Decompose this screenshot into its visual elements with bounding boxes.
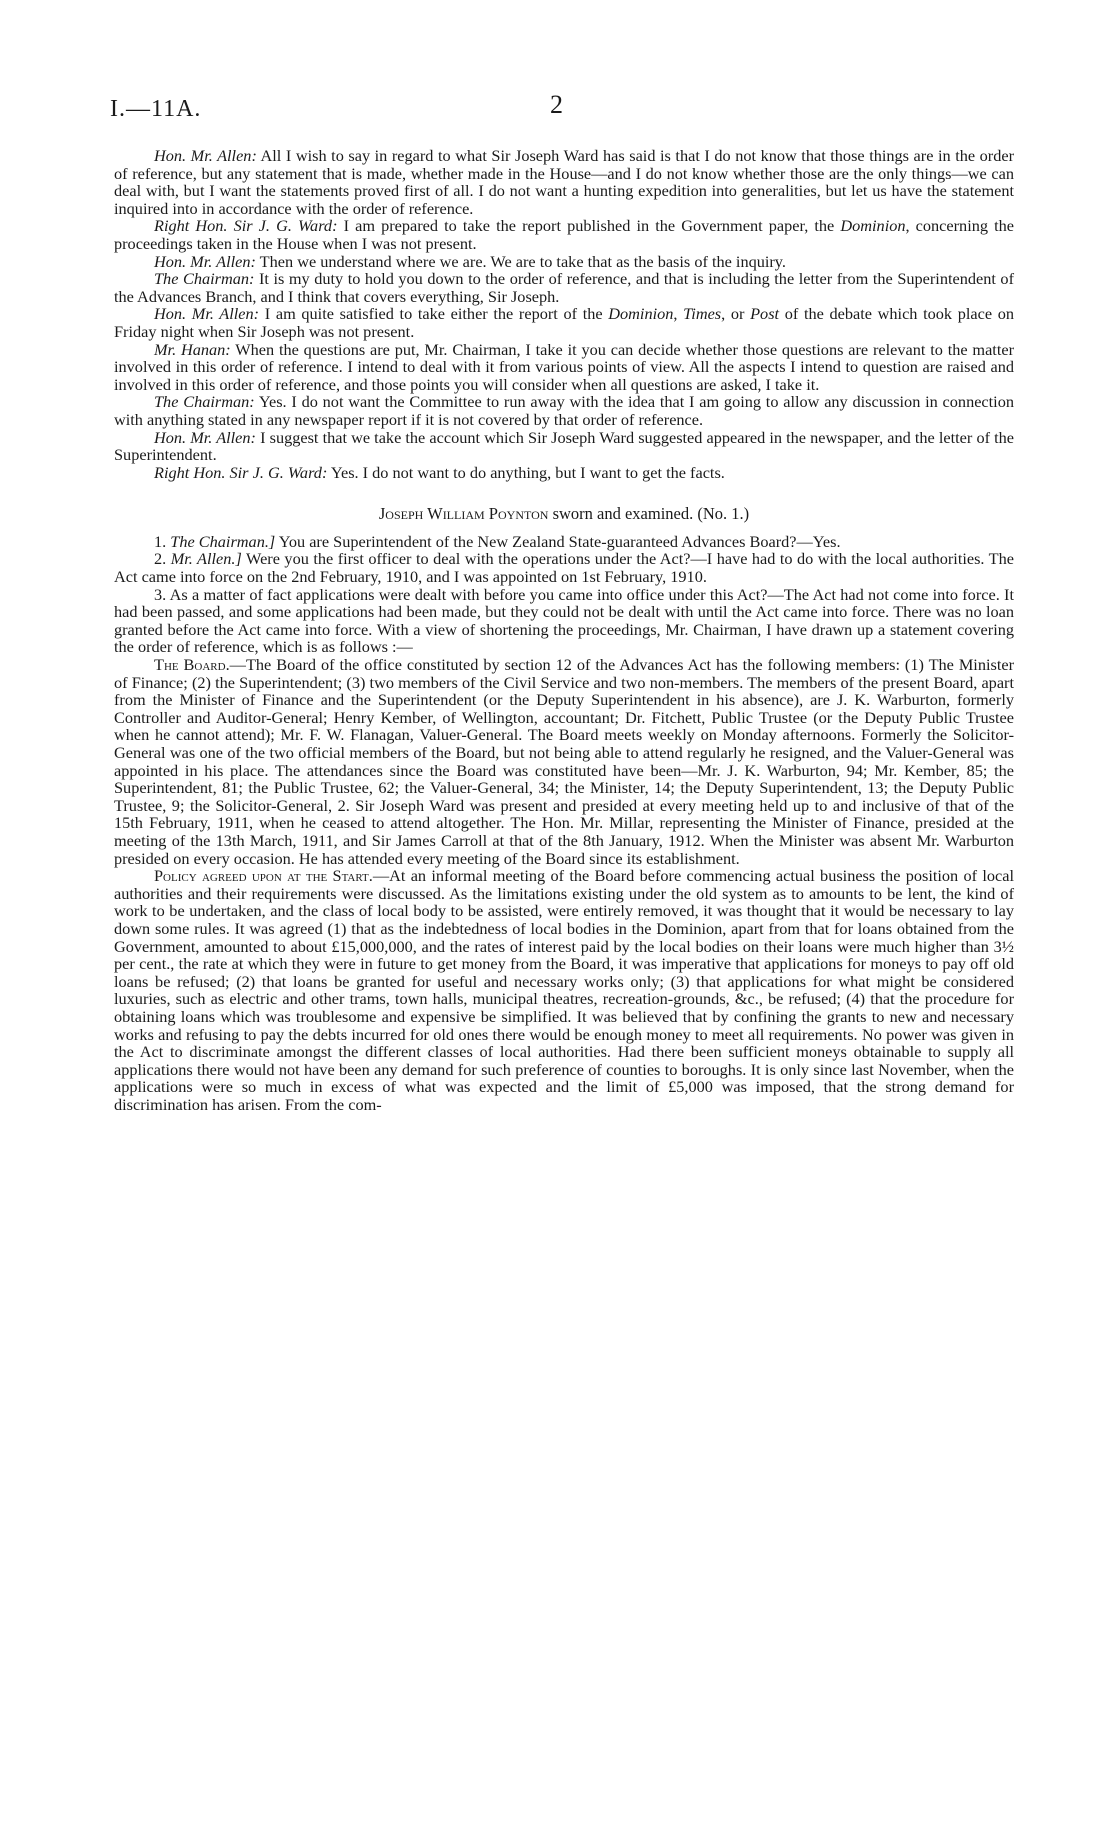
speaker-name: Right Hon. Sir J. G. Ward: xyxy=(154,462,328,482)
question-number: 3. xyxy=(154,584,167,604)
witness-heading xyxy=(114,505,1014,523)
newspaper-title: Dominion xyxy=(608,304,674,324)
speaker-name: The Chairman: xyxy=(154,269,255,289)
witness-name: Joseph William Poynton xyxy=(378,504,549,524)
dialogue-text: Yes. I do not want to do anything, but I want to get the facts. xyxy=(327,462,725,482)
dialogue-text: Yes. I do not want the Committee to run away with the idea that I am going to allow any discussion in connection with anything stated in any newspaper report if it is not covered by that order of reference. xyxy=(114,392,1014,429)
dialogue-paragraph xyxy=(114,147,1014,217)
section-text: —At an informal meeting of the Board before commencing actual business the position of local authorities and their requirements were discussed. As the limitations existing under the old system as to amounts to be lent, the kind of work to be undertaken, and the class of local body to be assisted, were entirely removed, it was thought that it would be necessary to lay down some rules. It was agreed (1) that as the indebtedness of local bodies in the Dominion, apart from that for loans obtained from the Government, amounted to about £15,000,000, and the rates of interest paid by the local bodies on their loans were much higher than 3½ per cent., the rate at which they were in future to get money from the Board, it was imperative that applications for moneys to pay off old loans be refused; (2) that loans be granted for useful and necessary works only; (3) that applications for what might be considered luxuries, such as electric and other trams, town halls, municipal theatres, recreation-grounds, &c., be refused; (4) that the procedure for obtaining loans which was troublesome and expensive be simplified. It was believed that by confining the grants to new and necessary works and refusing to pay the debts incurred for old ones there would be enough money to meet all requirements. No power was given in the Act to discriminate amongst the different classes of local authorities. Had there been sufficient moneys obtainable to supply all applications there would not have been any demand for such preference of counties to boroughs. It is only since last November, when the applications were so much in excess of what was expected and the limit of £5,000 was imposed, that the strong demand for discrimination has arisen. From the com- xyxy=(114,866,1014,1114)
speaker-name: Hon. Mr. Allen: xyxy=(154,427,256,447)
dialogue-paragraph xyxy=(114,393,1014,428)
dialogue-text: I am prepared to take the report published in the Government paper, the xyxy=(337,216,841,236)
speaker-name: Right Hon. Sir J. G. Ward: xyxy=(154,216,338,236)
question-paragraph xyxy=(114,533,1014,551)
dialogue-text: , concerning the proceedings taken in the House when I was not present. xyxy=(114,216,1014,253)
dialogue-paragraph xyxy=(114,429,1014,464)
dialogue-text: I am quite satisfied to take either the report of the xyxy=(259,304,609,324)
section-paragraph xyxy=(114,656,1014,867)
dialogue-paragraph xyxy=(114,341,1014,394)
dialogue-paragraph xyxy=(114,305,1014,340)
question-text: Were you the first officer to deal with the operations under the Act?—I have had to do with the local authorities. The Act came into force on the 2nd February, 1910, and I was appointed on 1st February, 1910. xyxy=(114,549,1014,587)
newspaper-title: Times xyxy=(683,304,722,324)
dialogue-paragraph xyxy=(114,464,1014,482)
questioner-name: Mr. Allen.] xyxy=(170,549,242,569)
section-text: —The Board of the office constituted by section 12 of the Advances Act has the following members: (1) The Minister of Finance; (2) the Superintendent; (3) two members of the Civil Service and two non-members. The members of the present Board, apart from the Minister of Finance and the Superintendent (or the Deputy Superintendent in his absence), are J. K. Warburton, formerly Controller and Auditor-General; Henry Kember, of Wellington, accountant; Dr. Fitchett, Public Trustee (or the Deputy Public Trustee when he cannot attend); Mr. F. W. Flanagan, Valuer-General. The Board meets weekly on Monday afternoons. Formerly the Solicitor-General was one of the two official members of the Board, but not being able to attend regularly he resigned, and the Valuer-General was appointed in his place. The attendances since the Board was constituted have been—Mr. J. K. Warburton, 94; Mr. Kember, 85; the Superintendent, 81; the Public Trustee, 62; the Valuer-General, 34; the Minister, 14; the Deputy Superintendent, 13; the Deputy Public Trustee, 9; the Solicitor-General, 2. Sir Joseph Ward was present and presided at every meeting held up to and inclusive of that of the 15th February, 1911, when he ceased to attend altogether. The Hon. Mr. Millar, representing the Minister of Finance, presided at the meeting of the 13th March, 1911, and Sir James Carroll at that of the 8th January, 1912. When the Minister was absent Mr. Warburton presided on every occasion. He has attended every meeting of the Board since its establishment. xyxy=(114,655,1015,868)
dialogue-text: of the debate which took place on Friday night when Sir Joseph was not present. xyxy=(114,304,1015,341)
question-paragraph xyxy=(114,586,1014,656)
speaker-name: The Chairman: xyxy=(154,392,255,412)
page-header xyxy=(110,90,1020,136)
separator-text: , xyxy=(673,304,684,324)
section-heading: Policy agreed upon at the Start. xyxy=(154,866,373,886)
newspaper-title: Dominion xyxy=(840,216,906,236)
question-text: As a matter of fact applications were dealt with before you came into office under this Act?—The Act had not come into force. It had been passed, and some applications had been made, but they could not be dealt with until the Act came into force. There was no loan granted before the Act came into force. With a view of shortening the proceedings, Mr. Chairman, I have drawn up a statement covering the order of reference, which is as follows :— xyxy=(114,584,1014,657)
dialogue-paragraph xyxy=(114,270,1014,305)
dialogue-paragraph xyxy=(114,253,1014,271)
speaker-name: Hon. Mr. Allen: xyxy=(154,251,256,271)
document-id: I.—11A. xyxy=(110,96,202,122)
question-number: 2. xyxy=(154,549,167,569)
dialogue-text: I suggest that we take the account which Sir Joseph Ward suggested appeared in the newspaper, and the letter of the Superintendent. xyxy=(114,427,1014,465)
newspaper-title: Post xyxy=(750,304,780,324)
section-heading: The Board. xyxy=(154,655,230,675)
speaker-name: Mr. Hanan: xyxy=(154,339,231,359)
dialogue-paragraph xyxy=(114,217,1014,252)
separator-text: , or xyxy=(721,304,751,324)
page-number: 2 xyxy=(550,90,563,119)
dialogue-text: All I wish to say in regard to what Sir Joseph Ward has said is that I do not know that those things are in the order of reference, but any statement that is made, whether made in the House—and I do not know whether those are the only things—we can deal with, but I want the statements proved first of all. I do not want a hunting expedition into generalities, but let us have the statement inquired into in accordance with the order of reference. xyxy=(114,146,1014,218)
witness-status: sworn and examined. (No. 1.) xyxy=(548,504,750,524)
question-paragraph xyxy=(114,550,1014,585)
document-body xyxy=(114,147,1014,1113)
dialogue-text: It is my duty to hold you down to the order of reference, and that is including the letter from the Superintendent of the Advances Branch, and I think that covers everything, Sir Joseph. xyxy=(114,269,1014,306)
section-paragraph xyxy=(114,867,1014,1113)
question-number: 1. xyxy=(154,531,167,551)
dialogue-text: Then we understand where we are. We are to take that as the basis of the inquiry. xyxy=(255,251,786,271)
speaker-name: Hon. Mr. Allen: xyxy=(154,304,260,324)
questioner-name: The Chairman.] xyxy=(170,531,276,551)
dialogue-text: When the questions are put, Mr. Chairman, I take it you can decide whether those questions are relevant to the matter involved in this order of reference. I intend to deal with it from various points of view. All the aspects I intend to question are raised and involved in this order of reference, and those points you will consider when all questions are asked, I take it. xyxy=(114,339,1014,394)
question-text: You are Superintendent of the New Zealand State-guaranteed Advances Board?—Yes. xyxy=(275,531,841,551)
speaker-name: Hon. Mr. Allen: xyxy=(154,146,257,165)
